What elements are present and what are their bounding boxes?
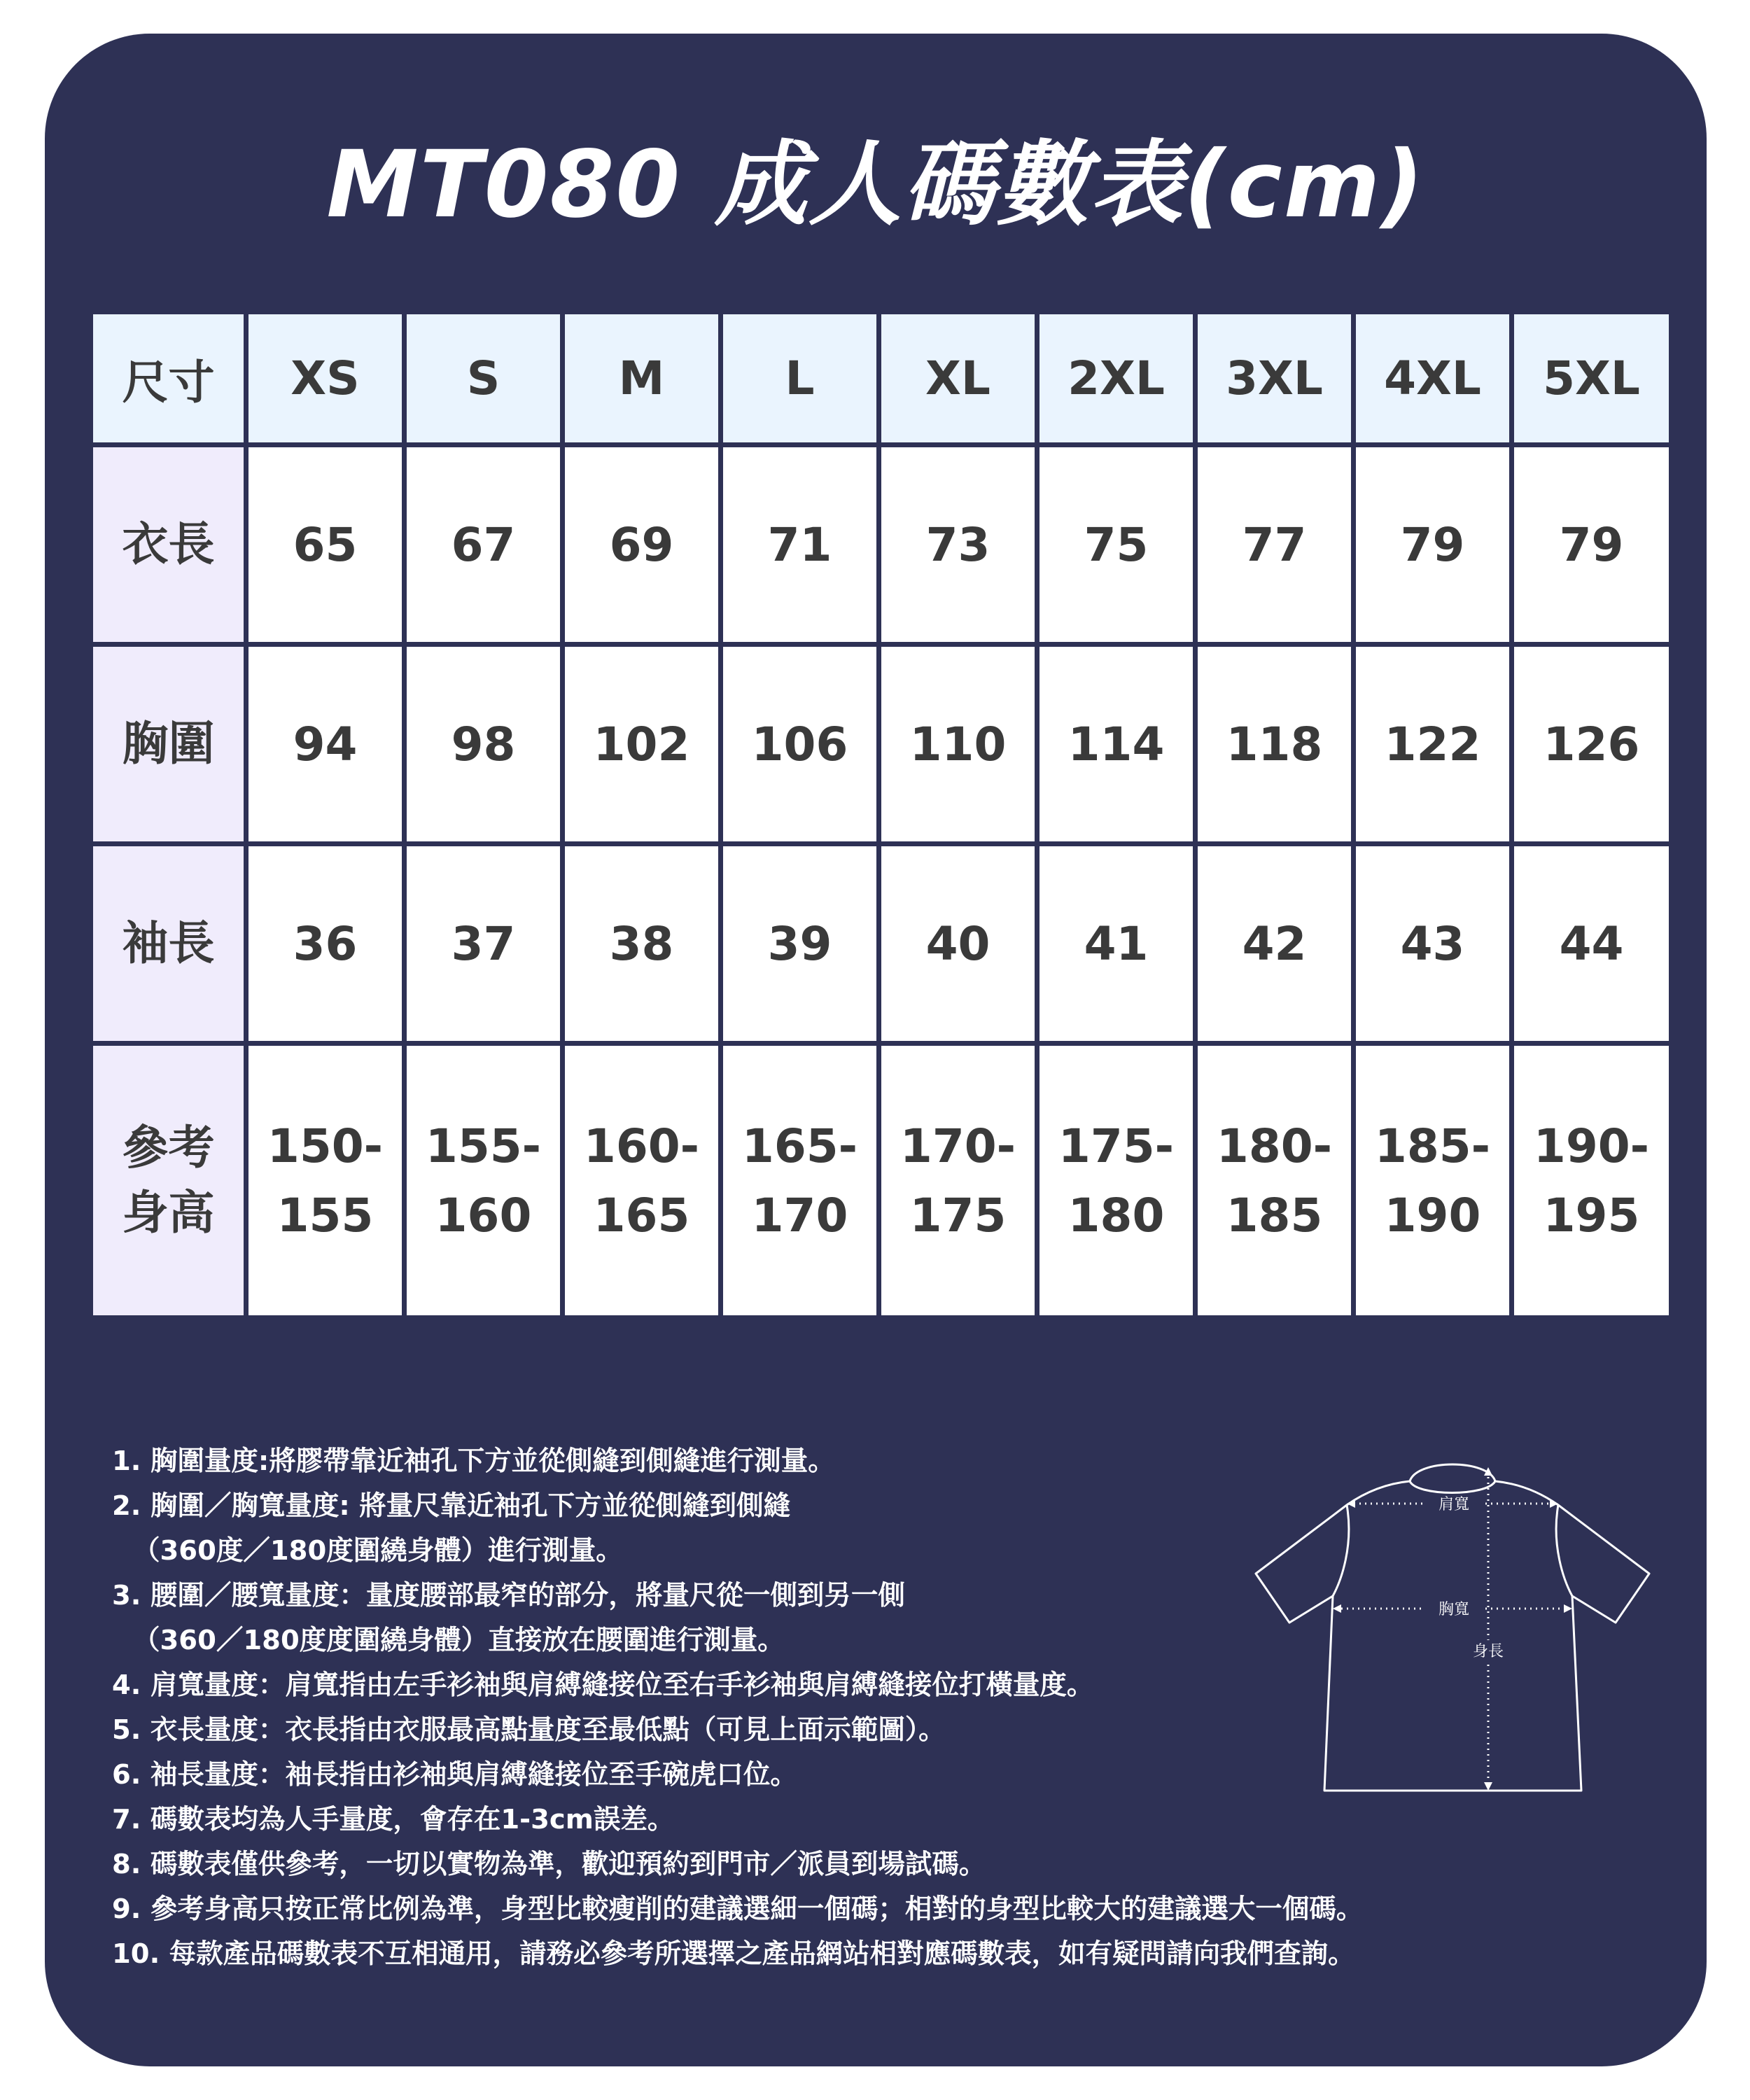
table-cell: 38 <box>563 844 721 1044</box>
table-cell <box>1512 1044 1672 1318</box>
table-cell: 79 <box>1354 445 1512 645</box>
range-start: 155- <box>425 1119 542 1173</box>
range-end: 160 <box>435 1188 532 1242</box>
size-chart-card <box>45 34 1707 2066</box>
size-header-cell: S <box>405 312 563 445</box>
table-cell: 73 <box>879 445 1037 645</box>
row-label: 胸圍 <box>91 645 246 844</box>
table-cell <box>879 1044 1037 1318</box>
table-cell: 118 <box>1196 645 1354 844</box>
size-header-label: 尺寸 <box>91 312 246 445</box>
chest-arrow-right-icon <box>1564 1604 1572 1613</box>
table-cell <box>1037 1044 1196 1318</box>
row-label <box>91 1044 246 1318</box>
table-cell: 41 <box>1037 844 1196 1044</box>
note-item: （360度／180度圍繞身體）進行測量。 <box>133 1535 623 1567</box>
range-start: 170- <box>899 1119 1016 1173</box>
note-item: 10. 每款產品碼數表不互相通用，請務必參考所選擇之產品網站相對應碼數表，如有疑問請向我們查詢。 <box>112 1938 1355 1970</box>
range-end: 195 <box>1543 1188 1640 1242</box>
range-start: 185- <box>1374 1119 1491 1173</box>
row-label-line: 身高 <box>122 1185 215 1240</box>
table-cell: 36 <box>246 844 405 1044</box>
table-cell: 75 <box>1037 445 1196 645</box>
size-header-cell: 5XL <box>1512 312 1672 445</box>
note-item: 6. 袖長量度：袖長指由衫袖與肩縛縫接位至手碗虎口位。 <box>112 1759 797 1791</box>
row-label: 衣長 <box>91 445 246 645</box>
table-cell: 39 <box>721 844 879 1044</box>
body-length-label: 身長 <box>1472 1643 1504 1660</box>
size-header-cell: XL <box>879 312 1037 445</box>
chest-row <box>91 645 1672 844</box>
table-cell: 71 <box>721 445 879 645</box>
chart-title: MT080 成人碼數表(cm) <box>326 131 1425 239</box>
table-cell: 98 <box>405 645 563 844</box>
body-length-row <box>91 445 1672 645</box>
shoulder-width-label: 肩寬 <box>1438 1496 1470 1513</box>
range-end: 180 <box>1068 1188 1165 1242</box>
row-label-line: 參考 <box>122 1121 215 1175</box>
table-cell: 102 <box>563 645 721 844</box>
table-cell <box>1196 1044 1354 1318</box>
table-cell <box>721 1044 879 1318</box>
size-header-cell: XS <box>246 312 405 445</box>
size-header-cell: L <box>721 312 879 445</box>
note-item: 8. 碼數表僅供參考，一切以實物為準，歡迎預約到門市／派員到場試碼。 <box>112 1849 986 1880</box>
size-header-cell: 2XL <box>1037 312 1196 445</box>
range-start: 165- <box>741 1119 858 1173</box>
size-table <box>88 309 1674 1320</box>
table-cell: 44 <box>1512 844 1672 1044</box>
tshirt-diagram <box>1242 1441 1676 1833</box>
range-start: 150- <box>267 1119 384 1173</box>
size-header-cell: 3XL <box>1196 312 1354 445</box>
table-cell: 110 <box>879 645 1037 844</box>
table-cell: 106 <box>721 645 879 844</box>
table-cell: 114 <box>1037 645 1196 844</box>
table-cell: 126 <box>1512 645 1672 844</box>
chest-arrow-left-icon <box>1333 1604 1341 1613</box>
chest-width-label: 胸寬 <box>1438 1601 1470 1618</box>
range-end: 190 <box>1384 1188 1481 1242</box>
table-cell: 40 <box>879 844 1037 1044</box>
note-item: 3. 腰圍／腰寬量度：量度腰部最窄的部分，將量尺從一側到另一側 <box>112 1580 905 1611</box>
table-cell <box>246 1044 405 1318</box>
table-cell: 122 <box>1354 645 1512 844</box>
table-cell: 37 <box>405 844 563 1044</box>
range-end: 170 <box>751 1188 848 1242</box>
range-start: 160- <box>583 1119 700 1173</box>
range-end: 155 <box>276 1188 374 1242</box>
size-header-cell: M <box>563 312 721 445</box>
range-start: 190- <box>1533 1119 1650 1173</box>
size-header-row <box>91 312 1672 445</box>
table-cell: 65 <box>246 445 405 645</box>
note-item: 1. 胸圍量度:將膠帶靠近袖孔下方並從側縫到側縫進行測量。 <box>112 1446 835 1477</box>
note-item: 9. 參考身高只按正常比例為準，身型比較瘦削的建議選細一個碼；相對的身型比較大的建議選大一個碼。 <box>112 1893 1364 1925</box>
note-item: 2. 胸圍／胸寬量度: 將量尺靠近袖孔下方並從側縫到側縫 <box>112 1490 791 1522</box>
range-start: 180- <box>1216 1119 1333 1173</box>
size-header-cell: 4XL <box>1354 312 1512 445</box>
table-cell: 42 <box>1196 844 1354 1044</box>
range-end: 165 <box>593 1188 690 1242</box>
table-cell <box>1354 1044 1512 1318</box>
range-end: 185 <box>1226 1188 1323 1242</box>
table-cell: 94 <box>246 645 405 844</box>
note-item: 5. 衣長量度：衣長指由衣服最高點量度至最低點（可見上面示範圖）。 <box>112 1714 946 1746</box>
note-item: 4. 肩寬量度：肩寬指由左手衫袖與肩縛縫接位至右手衫袖與肩縛縫接位打橫量度。 <box>112 1670 1094 1701</box>
row-label: 袖長 <box>91 844 246 1044</box>
length-arrow-down-icon <box>1484 1782 1492 1791</box>
table-cell: 67 <box>405 445 563 645</box>
table-cell <box>563 1044 721 1318</box>
table-cell: 43 <box>1354 844 1512 1044</box>
table-cell: 77 <box>1196 445 1354 645</box>
range-start: 175- <box>1058 1119 1175 1173</box>
sleeve-length-row <box>91 844 1672 1044</box>
table-cell: 69 <box>563 445 721 645</box>
reference-height-row <box>91 1044 1672 1318</box>
table-cell: 79 <box>1512 445 1672 645</box>
note-item: （360／180度度圍繞身體）直接放在腰圍進行測量。 <box>133 1625 785 1656</box>
table-cell <box>405 1044 563 1318</box>
range-end: 175 <box>909 1188 1007 1242</box>
note-item: 7. 碼數表均為人手量度，會存在1-3cm誤差。 <box>112 1804 675 1835</box>
